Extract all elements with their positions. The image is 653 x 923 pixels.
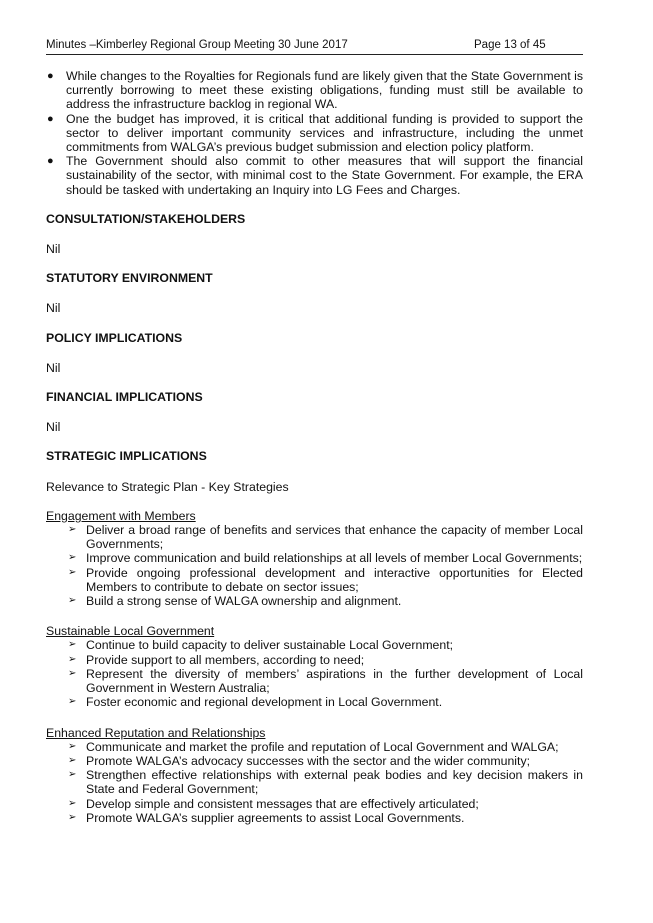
arrow-list-engagement — [46, 523, 583, 608]
arrow-item: ➢ Strengthen effective relationships with external peak bodies and key decision makers in State and Federal Government; — [68, 768, 583, 797]
section-heading-policy: POLICY IMPLICATIONS — [46, 330, 183, 345]
arrow-item: ➢ Provide ongoing professional development and interactive opportunities for Elected Members to contribute to debate on sector issues; — [68, 565, 583, 594]
arrow-bullet-icon: ➢ — [68, 653, 77, 665]
arrow-bullet-icon: ➢ — [68, 595, 77, 607]
bullet-item: ● The Government should also commit to other measures that will support the financial sustainability of the sector, with minimal cost to the State Government. For example, the ERA should be tasked with undertaking an Inquiry into LG Fees and Charges. — [47, 154, 583, 197]
section-body-consultation: Nil — [46, 242, 61, 257]
arrow-item: ➢ Foster economic and regional development in Local Government. — [68, 695, 443, 710]
arrow-item: ➢ Deliver a broad range of benefits and services that enhance the capacity of member Local Governments; — [68, 523, 583, 552]
bullet-dot-icon: ● — [47, 112, 54, 125]
section-body-statutory: Nil — [46, 301, 61, 316]
section-heading-financial: FINANCIAL IMPLICATIONS — [46, 390, 203, 405]
bullet-item: ● While changes to the Royalties for Regionals fund are likely given that the State Government is currently borrowing to meet these existing obligations, funding must still be available to address the infrastructure backlog in regional WA. — [47, 69, 583, 112]
arrow-item: ➢ Promote WALGA’s advocacy successes with the sector and the wider community; — [68, 753, 531, 768]
page-number: Page 13 of 45 — [474, 39, 546, 51]
arrow-item: ➢ Develop simple and consistent messages that are effectively articulated; — [68, 796, 479, 811]
arrow-item: ➢ Promote WALGA’s supplier agreements to assist Local Governments. — [68, 810, 465, 825]
arrow-item: ➢ Improve communication and build relationships at all levels of member Local Governments; — [68, 551, 583, 566]
bullet-dot-icon: ● — [47, 155, 54, 168]
arrow-bullet-icon: ➢ — [68, 696, 77, 708]
bullet-item: ● One the budget has improved, it is critical that additional funding is provided to support the sector to deliver important community services and infrastructure, including the unmet commitments from WALGA’s previous budget submission and election policy platform. — [47, 111, 583, 155]
arrow-bullet-icon: ➢ — [68, 667, 77, 679]
arrow-item: ➢ Build a strong sense of WALGA ownership and alignment. — [68, 594, 402, 609]
arrow-item: ➢ Represent the diversity of members’ aspirations in the further development of Local Government in Western Australia; — [68, 666, 583, 696]
arrow-bullet-icon: ➢ — [68, 811, 77, 823]
section-heading-strategic: STRATEGIC IMPLICATIONS — [46, 449, 207, 464]
page-header — [46, 38, 583, 55]
header-title: Minutes –Kimberley Regional Group Meeting 30 June 2017 — [46, 39, 348, 51]
arrow-bullet-icon: ➢ — [68, 639, 77, 651]
arrow-bullet-icon: ➢ — [68, 524, 77, 536]
bullet-dot-icon: ● — [47, 70, 54, 82]
arrow-bullet-icon: ➢ — [68, 769, 77, 781]
arrow-item: ➢ Continue to build capacity to deliver sustainable Local Government; — [68, 638, 454, 653]
arrow-list-reputation — [46, 740, 583, 825]
arrow-bullet-icon: ➢ — [68, 754, 77, 766]
page-content — [46, 69, 583, 825]
arrow-list-sustainable — [46, 638, 583, 709]
section-body-policy: Nil — [46, 360, 61, 375]
arrow-item: ➢ Provide support to all members, according to need; — [68, 652, 365, 667]
group-title-engagement: Engagement with Members — [46, 508, 196, 523]
section-heading-consultation: CONSULTATION/STAKEHOLDERS — [46, 211, 246, 226]
arrow-bullet-icon: ➢ — [68, 552, 77, 564]
section-heading-statutory: STATUTORY ENVIRONMENT — [46, 271, 213, 286]
arrow-bullet-icon: ➢ — [68, 740, 77, 752]
strategic-intro: Relevance to Strategic Plan - Key Strategies — [46, 479, 289, 494]
group-title-reputation: Enhanced Reputation and Relationships — [46, 725, 266, 740]
group-title-sustainable: Sustainable Local Government — [46, 624, 215, 639]
bullet-list — [46, 69, 583, 197]
section-body-financial: Nil — [46, 420, 61, 435]
arrow-bullet-icon: ➢ — [68, 797, 77, 809]
arrow-bullet-icon: ➢ — [68, 566, 77, 578]
arrow-item: ➢ Communicate and market the profile and reputation of Local Government and WALGA; — [68, 739, 559, 754]
